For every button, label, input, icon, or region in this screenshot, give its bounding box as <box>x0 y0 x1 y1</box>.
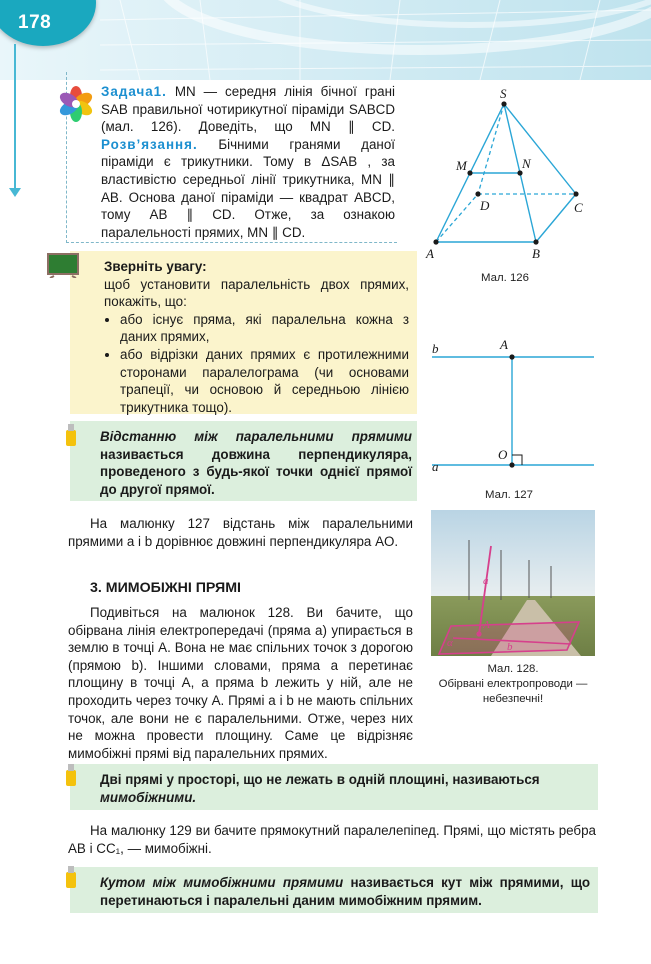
point-n <box>517 170 522 175</box>
paragraph-skew-intro-a <box>68 604 413 762</box>
figure-128-caption-title: Мал. 128. <box>487 663 539 675</box>
decorative-grid <box>0 0 651 80</box>
sky <box>431 510 595 596</box>
label-A: A <box>483 619 490 631</box>
attention-list <box>104 311 409 417</box>
definition-2-text <box>100 771 590 806</box>
figure-128-caption-note: Обірвані електропроводи — небезпечні! <box>438 678 588 705</box>
paragraph-skew-intro: Подивіться на малюнок 128. Ви бачите, що обірвана лінія електропередачі (пряма a) упирається в землю в точці A. Вона не має спільних точок з дорогою (прямою b). Іншими словами, пряма a перетинає площину в точці A, а пряма b лежить у ній, але не проходить через точку A. Прямі a і b не мають спільних точок, але вони не є паралельними. Отже, через них не можна провести площину. Саме це відрізняє мимобіжні прямі від паралельних прямих. <box>68 605 413 761</box>
point-a <box>476 631 481 636</box>
solution-title: Розв’язання. <box>101 136 198 152</box>
task-title: Задача1. <box>101 84 167 99</box>
paragraph-distance: На малюнку 127 відстань між паралельними прямими a і b дорівнює довжині перпендикуляра AO. <box>68 516 413 549</box>
top-banner <box>0 0 651 80</box>
label-c: C <box>574 200 583 215</box>
attention-title: Зверніть увагу: <box>104 259 207 274</box>
label-a: A <box>426 246 434 261</box>
paragraph-parallelepiped: На малюнку 129 ви бачите прямокутний паралелепіпед. Прямі, що містять ребра AB і CC₁, — мимобіжні. <box>68 823 596 856</box>
page-number: 178 <box>18 12 52 33</box>
figure-126-pyramid <box>420 86 600 266</box>
attention-intro: щоб установити паралельність двох прямих, покажіть, що: <box>104 276 409 310</box>
figure-127-parallel-lines <box>428 335 598 477</box>
solution-text: Бічними гранями даної піраміди є трикутники. Тому в ΔSAB , за властивістю середньої лінії трикутника, MN ∥ AB. Основа даної піраміди — квадрат ABCD, тому AB ∥ CD. Отже, за ознакою паралельності прямих, MN ∥ CD. <box>101 136 395 240</box>
label-s: S <box>500 86 507 101</box>
label-m: M <box>456 158 467 173</box>
usb-key-icon <box>60 864 84 890</box>
task-text <box>101 83 395 241</box>
label-alpha: α <box>447 637 453 649</box>
attention-text <box>104 258 409 416</box>
point-m <box>467 170 472 175</box>
point-d <box>475 191 480 196</box>
label-o: O <box>498 447 508 462</box>
label-a: a <box>483 575 489 587</box>
definition-1-rest: називається довжина перпендикуляра, проведеного з будь-якої точки однієї прямої до другої прямої. <box>100 446 412 497</box>
label-b: b <box>432 341 439 356</box>
usb-key-icon <box>60 762 84 788</box>
section-title: 3. МИМОБІЖНІ ПРЯМІ <box>90 580 241 596</box>
margin-guide-line <box>14 44 16 192</box>
label-n: N <box>522 156 531 171</box>
point-s <box>501 101 506 106</box>
label-b: B <box>532 246 540 261</box>
edge-bc <box>536 194 576 242</box>
usb-key-icon <box>60 422 84 448</box>
label-d: D <box>480 198 490 213</box>
figure-127-caption: Мал. 127 <box>485 489 533 501</box>
label-a-point: A <box>500 337 508 352</box>
definition-1-text <box>100 428 412 498</box>
label-b: b <box>507 641 513 653</box>
point-c <box>573 191 578 196</box>
figure-126-caption: Мал. 126 <box>481 272 529 284</box>
arrow-down-icon <box>9 188 21 197</box>
point-a <box>509 354 514 359</box>
point-o <box>509 462 514 467</box>
attention-item: • або відрізки даних прямих є протилежними сторонами паралелограма (чи основами трапеції, чи основою й середньою лінією трикутника тощо). <box>120 346 409 416</box>
figure-128-caption <box>426 662 600 707</box>
chalkboard-icon <box>46 252 80 278</box>
edge-ad <box>436 194 478 242</box>
figure-128-photo <box>431 510 595 656</box>
point-a <box>433 239 438 244</box>
definition-3-rest: називається кут між прямими, що перетинаються і паралельні даним мимобіжним прямим. <box>100 875 590 908</box>
task-statement: MN — середня лінія бічної грані SAB правильної чотирикутної піраміди SABCD (мал. 126). Доведіть, що MN ∥ CD. <box>101 84 395 135</box>
attention-item: • або існує пряма, які паралельна кожна з даних прямих, <box>120 311 409 346</box>
definition-3-text <box>100 874 590 909</box>
label-a-line: a <box>432 459 439 474</box>
definition-3-term: Кутом між мимобіжними прямими <box>100 875 344 890</box>
definition-2-body: Дві прямі у просторі, що не лежать в одній площині, називаються <box>100 772 540 787</box>
definition-1-term: Відстанню між паралельними прямими <box>100 429 412 444</box>
definition-2-term: мимобіжними. <box>100 789 197 805</box>
flower-icon <box>58 86 94 122</box>
point-b <box>533 239 538 244</box>
